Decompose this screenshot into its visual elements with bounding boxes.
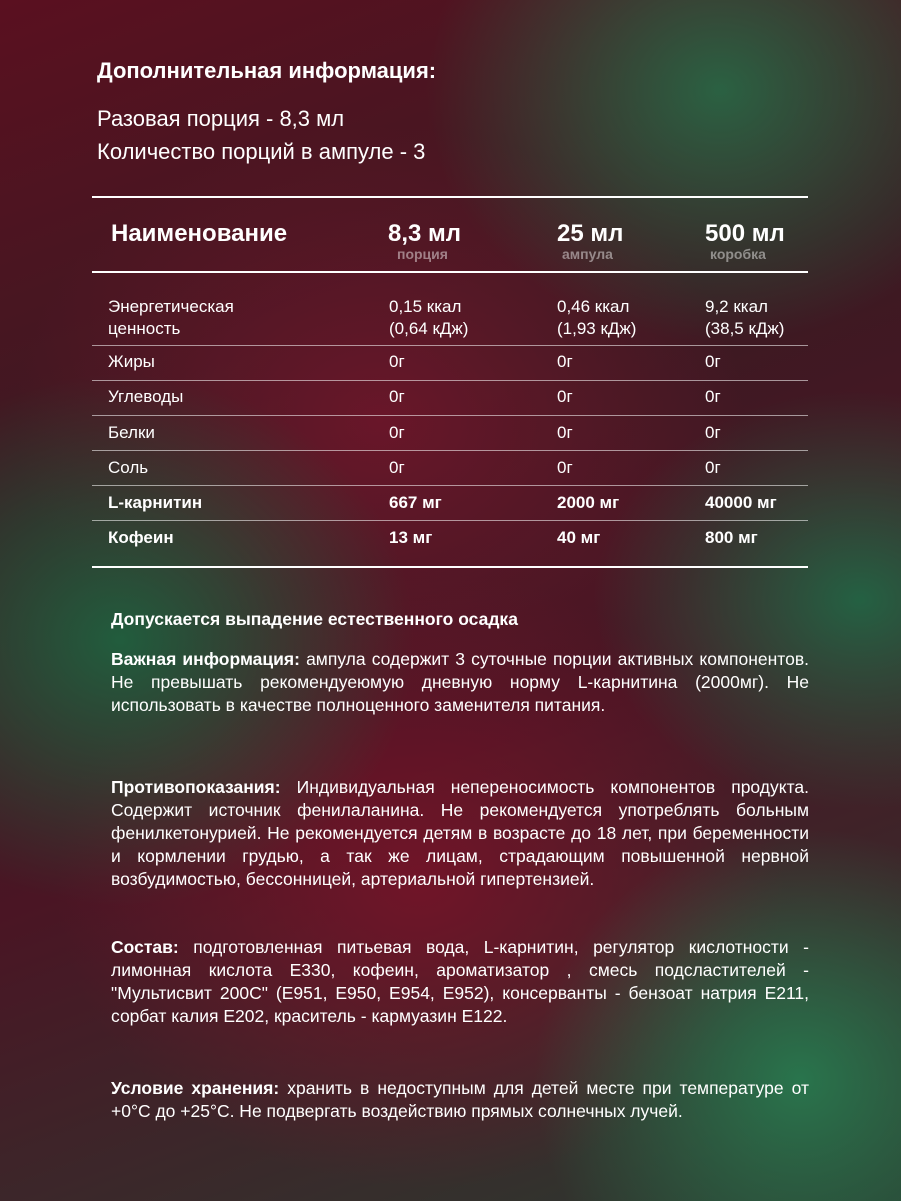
- cell-ampoule: 2000 мг: [557, 493, 620, 512]
- header-serving: 8,3 мл: [388, 220, 462, 247]
- row-divider: [92, 485, 808, 486]
- cell-serving: 0г: [389, 352, 405, 371]
- row-divider: [92, 380, 808, 381]
- row-divider: [92, 450, 808, 451]
- header-box-sub: коробка: [710, 246, 766, 262]
- cell-box: 40000 мг: [705, 493, 777, 512]
- important-info-text: ампула содержит 3 суточные порции активных компонентов. Не превышать рекомендуеюмую дневную норму L-карнитина (2000мг). Не использовать в качестве полноценного заменителя питания.: [111, 649, 809, 715]
- important-info-paragraph: [111, 648, 809, 717]
- contraindications-paragraph: [111, 776, 809, 891]
- cell-box: 9,2 ккал: [705, 297, 768, 316]
- composition-label: Состав:: [111, 937, 179, 957]
- contraindications-text: Индивидуальная непереносимость компонентов продукта. Содержит источник фенилаланина. Не рекомендуется употреблять больным фенилкетонурией. Не рекомендуется детям в возрасте до 18 лет, при беременности и кормлении грудью, а так же лицам, страдающим повышенной нервной возбудимостью, бессонницей, артериальной гипертензией.: [111, 777, 809, 889]
- row-label: Углеводы: [108, 387, 184, 406]
- table-top-divider: [92, 196, 808, 198]
- info-heading: Дополнительная информация:: [97, 58, 437, 83]
- servings-per-ampoule-text: Количество порций в ампуле - 3: [97, 139, 426, 164]
- row-label-line2: ценность: [108, 319, 181, 338]
- header-ampoule-sub: ампула: [562, 246, 613, 262]
- cell-serving: 667 мг: [389, 493, 442, 512]
- header-box: 500 мл: [705, 220, 785, 247]
- cell-box-kj: (38,5 кДж): [705, 319, 785, 338]
- cell-ampoule: 0,46 ккал: [557, 297, 630, 316]
- cell-box: 800 мг: [705, 528, 758, 547]
- composition-text: подготовленная питьевая вода, L-карнитин, регулятор кислотности - лимонная кислота Е330, кофеин, ароматизатор , смесь подсластителей - "Мультисвит 200С" (Е951, Е950, Е954, Е952), консерванты - бензоат натрия Е211, сорбат калия Е202, краситель - кармуазин Е122.: [111, 937, 809, 1026]
- cell-serving-kj: (0,64 кДж): [389, 319, 469, 338]
- sediment-note: Допускается выпадение естественного осадка: [111, 609, 518, 629]
- serving-size-text: Разовая порция - 8,3 мл: [97, 106, 345, 131]
- cell-serving: 0г: [389, 458, 405, 477]
- important-info-label: Важная информация:: [111, 649, 300, 669]
- row-divider: [92, 520, 808, 521]
- row-label: L-карнитин: [108, 493, 203, 512]
- header-divider: [92, 271, 808, 273]
- header-serving-sub: порция: [397, 246, 448, 262]
- cell-serving: 0г: [389, 423, 405, 442]
- contraindications-label: Противопоказания:: [111, 777, 281, 797]
- composition-paragraph: [111, 936, 809, 1028]
- row-label: Соль: [108, 458, 149, 477]
- cell-ampoule: 40 мг: [557, 528, 601, 547]
- header-ampoule: 25 мл: [557, 220, 624, 247]
- storage-paragraph: [111, 1077, 809, 1123]
- row-divider: [92, 345, 808, 346]
- storage-text: хранить в недоступным для детей месте при температуре от +0°С до +25°С. Не подвергать воздействию прямых солнечных лучей.: [111, 1078, 809, 1121]
- table-bottom-divider: [92, 566, 808, 568]
- header-name: Наименование: [111, 220, 288, 247]
- row-label: Кофеин: [108, 528, 174, 547]
- row-label: Энергетическая: [108, 297, 234, 316]
- storage-label: Условие хранения:: [111, 1078, 280, 1098]
- cell-box: 0г: [705, 458, 721, 477]
- row-label: Жиры: [108, 352, 155, 371]
- cell-ampoule: 0г: [557, 387, 573, 406]
- cell-serving: 0г: [389, 387, 405, 406]
- cell-ampoule: 0г: [557, 423, 573, 442]
- cell-ampoule: 0г: [557, 458, 573, 477]
- row-label: Белки: [108, 423, 155, 442]
- cell-box: 0г: [705, 387, 721, 406]
- row-divider: [92, 415, 808, 416]
- cell-box: 0г: [705, 352, 721, 371]
- cell-serving: 0,15 ккал: [389, 297, 462, 316]
- cell-ampoule: 0г: [557, 352, 573, 371]
- cell-ampoule-kj: (1,93 кДж): [557, 319, 637, 338]
- cell-box: 0г: [705, 423, 721, 442]
- cell-serving: 13 мг: [389, 528, 433, 547]
